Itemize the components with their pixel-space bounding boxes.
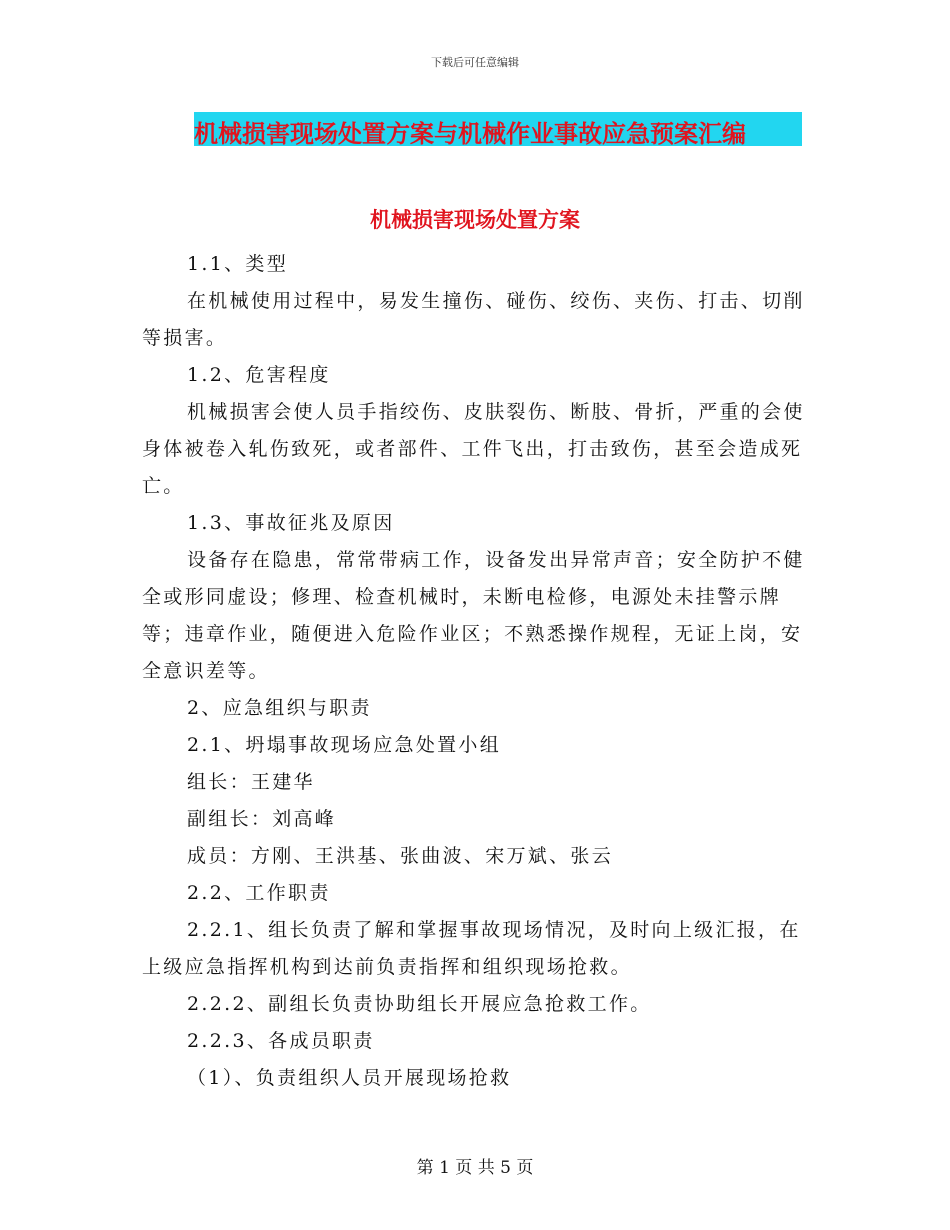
paragraph: 2、应急组织与职责 (187, 697, 372, 719)
document-title: 机械损害现场处置方案与机械作业事故应急预案汇编 (194, 120, 746, 148)
paragraph: 设备存在隐患，常常带病工作，设备发出异常声音；安全防护不健全或形同虚设；修理、检查机械时，未断电检修，电源处未挂警示牌等；违章作业，随便进入危险作业区；不熟悉操作规程，无证上岗，安全意识差等。 (142, 549, 805, 682)
page-number: 第 1 页 共 5 页 (416, 1158, 534, 1178)
paragraph: 2.1、坍塌事故现场应急处置小组 (187, 734, 502, 756)
paragraph: 在机械使用过程中，易发生撞伤、碰伤、绞伤、夹伤、打击、切削等损害。 (142, 290, 805, 349)
paragraph: 1.1、类型 (187, 253, 289, 275)
paragraph: 2.2、工作职责 (187, 882, 331, 904)
paragraph: 1.2、危害程度 (187, 364, 331, 386)
paragraph: 副组长：刘高峰 (187, 808, 337, 830)
page-header-note: 下载后可任意编辑 (431, 56, 519, 69)
paragraph: 2.2.2、副组长负责协助组长开展应急抢救工作。 (187, 993, 652, 1015)
paragraph: 机械损害会使人员手指绞伤、皮肤裂伤、断肢、骨折，严重的会使身体被卷入轧伤致死，或者部件、工件飞出，打击致伤，甚至会造成死亡。 (142, 401, 805, 497)
paragraph: （1）、负责组织人员开展现场抢救 (187, 1067, 512, 1089)
paragraph: 成员：方刚、王洪基、张曲波、宋万斌、张云 (187, 845, 614, 867)
body-text (142, 246, 808, 1097)
section-title: 机械损害现场处置方案 (370, 208, 580, 232)
paragraph: 1.3、事故征兆及原因 (187, 512, 395, 534)
paragraph: 组长：王建华 (187, 771, 315, 793)
paragraph: 2.2.1、组长负责了解和掌握事故现场情况，及时向上级汇报，在上级应急指挥机构到达前负责指挥和组织现场抢救。 (142, 919, 801, 978)
paragraph: 2.2.3、各成员职责 (187, 1030, 375, 1052)
